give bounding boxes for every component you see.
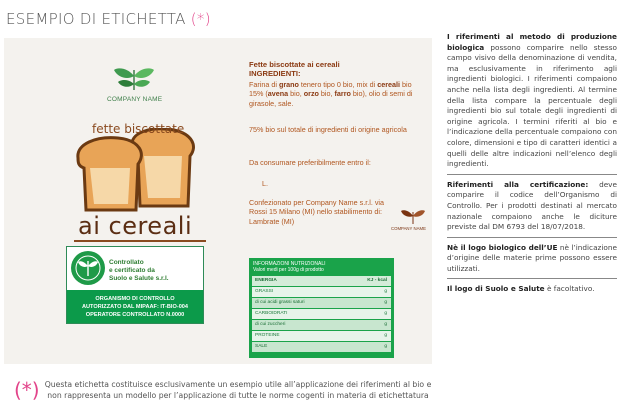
ingr-part: tenero tipo 0 bio, mix di bbox=[298, 80, 378, 89]
cert-line-1: Controllato bbox=[109, 259, 144, 266]
divider bbox=[447, 174, 617, 175]
product-tagline: fette biscottate bbox=[92, 122, 185, 136]
nutrition-heading bbox=[253, 261, 326, 274]
explanation-column bbox=[447, 32, 617, 295]
product-brand: ai cereali bbox=[78, 212, 193, 240]
product-name: Fette biscottate ai cereali bbox=[249, 60, 340, 69]
divider bbox=[447, 237, 617, 238]
cert-line-3: Suolo e Salute s.r.l. bbox=[109, 275, 169, 282]
ingr-bold: cereali bbox=[377, 80, 401, 89]
nutr-label: GRASSI bbox=[255, 289, 274, 294]
brand-underline bbox=[74, 240, 206, 242]
nutr-label: di cui acidi grassi saturi bbox=[255, 300, 305, 305]
ingr-bold: grano bbox=[278, 80, 299, 89]
ingredients-heading: INGREDIENTI: bbox=[249, 69, 301, 78]
explanation-text: nè l’indicazione d’origine delle materie prime possono essere utilizzati. bbox=[447, 242, 617, 273]
table-row bbox=[252, 320, 391, 330]
cert-bar-line-2: AUTORIZZATO DAL MIPAAF: IT-BIO-004 bbox=[81, 303, 189, 310]
ingr-part: bio, bbox=[318, 89, 335, 99]
leaf-logo-icon bbox=[112, 62, 156, 92]
company-name: COMPANY NAME bbox=[107, 96, 163, 103]
bread-slices-icon bbox=[74, 128, 200, 212]
ingredients-list bbox=[249, 80, 419, 108]
ingr-bold: avena bbox=[267, 89, 289, 99]
nutr-value: KJ - kcal bbox=[367, 278, 387, 283]
nutr-label: CARBOIDRATI bbox=[255, 311, 288, 316]
nutr-label: SALE bbox=[255, 344, 268, 349]
table-row bbox=[252, 309, 391, 319]
explanation-suolo-logo bbox=[447, 284, 617, 295]
explanation-bold: Nè il logo biologico dell’UE bbox=[447, 242, 558, 252]
explanation-text: è facoltativo. bbox=[544, 284, 595, 294]
page-title-text: ESEMPIO DI ETICHETTA bbox=[6, 10, 186, 28]
title-asterisk: (*) bbox=[190, 10, 211, 28]
organic-percentage: 75% bio sul totale di ingredienti di origine agricola bbox=[249, 125, 407, 134]
nutr-value: g bbox=[384, 344, 387, 349]
small-leaf-logo-icon bbox=[400, 207, 426, 225]
footer-asterisk: (*) bbox=[14, 378, 40, 402]
ingr-part: Farina di bbox=[249, 80, 279, 89]
page-title bbox=[6, 10, 211, 28]
nutr-label: PROTEINE bbox=[255, 333, 280, 338]
nutr-value: g bbox=[384, 300, 387, 305]
table-row bbox=[252, 287, 391, 297]
explanation-text: possono comparire nello stesso campo visivo della denominazione di vendita, ma esclusivamente in riferimento agli ingredienti biologici. I riferimenti compaiono anche nella lista degli ingredienti. Al termine della lista compare la percentuale degli ingredienti bio sul totale degli ingredienti di origine agricola. I termini riferiti al bio e l’indicazione della percentuale compaiono con colore, dimensioni e tipo di caratteri identici a quelli delle altre indicazioni nell’elenco degli ingredienti. bbox=[447, 42, 617, 169]
nutr-value: g bbox=[384, 311, 387, 316]
ingr-bold: orzo bbox=[303, 89, 319, 99]
table-row bbox=[252, 331, 391, 341]
small-company-name: COMPANY NAME bbox=[391, 226, 426, 231]
table-row bbox=[252, 276, 391, 286]
explanation-certification bbox=[447, 180, 617, 233]
ingr-part: bio, bbox=[288, 89, 304, 99]
explanation-eu-logo bbox=[447, 243, 617, 275]
explanation-bold: I riferimenti al metodo di produzione biologica bbox=[447, 32, 617, 52]
nutr-label: ENERGIA bbox=[255, 278, 277, 283]
certification-text bbox=[109, 259, 169, 283]
nutrition-subtitle: Valori medi per 100g di prodotto bbox=[253, 267, 324, 274]
cert-line-2: e certificato da bbox=[109, 267, 155, 274]
nutr-label: di cui zuccheri bbox=[255, 322, 286, 327]
cert-bar-line-1: ORGANISMO DI CONTROLLO bbox=[95, 296, 175, 302]
best-before: Da consumare preferibilmente entro il: bbox=[249, 158, 371, 167]
explanation-bold: Riferimenti alla certificazione: bbox=[447, 179, 589, 189]
explanation-text: deve comparire il codice dell’Organismo di Controllo. Per i prodotti destinati al mercato nazionale compaiono anche le diciture previste dal DM 6793 del 18/07/2018. bbox=[447, 179, 617, 232]
suolo-e-salute-logo-icon bbox=[71, 251, 105, 285]
table-row bbox=[252, 342, 391, 352]
ingr-part: bio), olio di semi di girasole, sale. bbox=[249, 89, 413, 108]
cert-bar-line-3: OPERATORE CONTROLLATO N.0000 bbox=[85, 311, 185, 318]
table-row bbox=[252, 298, 391, 308]
nutr-value: g bbox=[384, 289, 387, 294]
explanation-organic bbox=[447, 32, 617, 170]
footer-note: Questa etichetta costituisce esclusivamente un esempio utile all’applicazione dei riferimenti al bio e non rappresenta un modello per l’applicazione di tutte le norme cogenti in materia di etichettatura bbox=[44, 380, 432, 401]
nutrition-table bbox=[249, 258, 394, 358]
nutr-value: g bbox=[384, 333, 387, 338]
packer-info: Confezionato per Company Name s.r.l. via Rossi 15 Milano (MI) nello stabilimento di: Lambrate (MI) bbox=[249, 198, 385, 226]
ingr-part: bio 15% ( bbox=[249, 80, 412, 99]
control-body-bar bbox=[67, 290, 203, 323]
certification-box bbox=[66, 246, 204, 324]
explanation-bold: Il logo di Suolo e Salute bbox=[447, 284, 545, 294]
nutr-value: g bbox=[384, 322, 387, 327]
ingr-bold: farro bbox=[334, 89, 351, 99]
divider bbox=[447, 278, 617, 279]
nutrition-title: INFORMAZIONI NUTRIZIONALI bbox=[253, 261, 326, 267]
lot-number: L. bbox=[262, 179, 268, 188]
